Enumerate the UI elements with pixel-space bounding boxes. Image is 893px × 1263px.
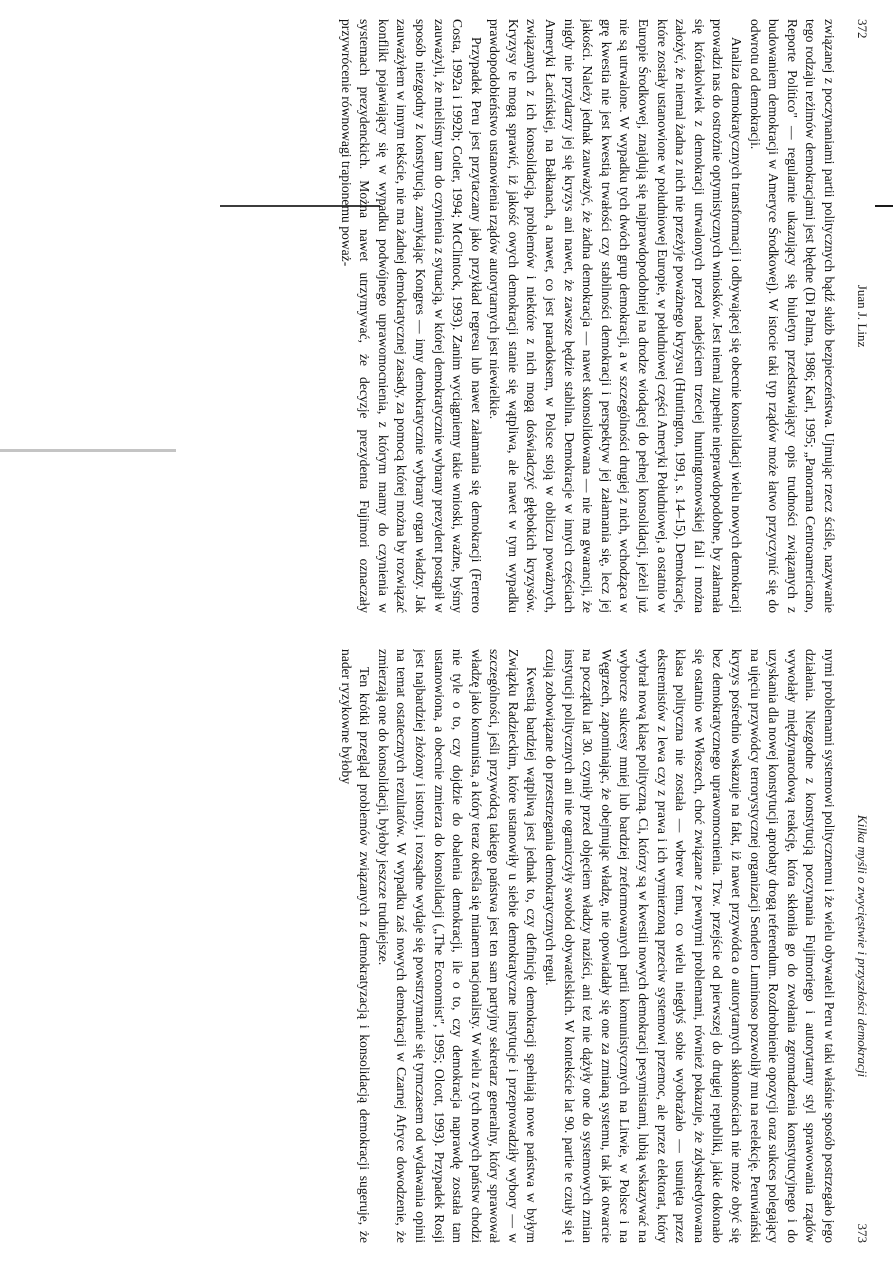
right-page-number: 373 <box>855 1223 870 1243</box>
left-running-head: Juan J. Linz <box>855 284 870 348</box>
book-spread <box>16 11 876 1251</box>
left-page-number: 372 <box>855 19 870 39</box>
right-page-body <box>16 649 838 1243</box>
left-page-header <box>850 19 870 613</box>
paragraph: Kwestią bardziej wątpliwą jest jednak to, czy definicję demokracji spełniają nowe państwa w byłym Związku Radzieckim, które ustanowiły u siebie demokratyczne instytucje i przeprowadziły wybory — w szczególności, jeśli przywódcą takiego państwa jest ten sam partyjny sekretarz generalny, który sprawował władzę jako komunista, a który teraz określa się mianem nacjonalisty. W wielu z tych nowych państw chodzi nie tyle o to, czy dojdzie do obalenia demokracji, ile o to, czy demokracja naprawdę została tam ustanowiona, a obecnie zmierza do konsolidacji („The Economist", 1995; Olcott, 1993). Przypadek Rosji jest najbardziej złożony i istotny, i rozsądne wydaje się powstrzymanie się tymczasem od wydawania opinii na temat ostatecznych rezultatów. W wypadku zaś nowych demokracji w Czarnej Afryce dowodzenie, że zmierzają one do konsolidacji, byłoby jeszcze trudniejsze. <box>375 649 540 1243</box>
paragraph: nymi problemami systemowi politycznemu i że wielu obywateli Peru w taki właśnie sposób postrzegało jego działania. Niezgodne z konstytucją poczynania Fujimoriego i autorytarny styl sprawowania rządów wywołały międzynarodową reakcję, która skłoniła go do zwołania zgromadzenia konstytucyjnego i do uzyskania dla nowej konstytucji aprobaty drogą referendum. Rozdrobnienie opozycji oraz sukces polegający na ujęciu przywódcy terrorystycznej organizacji Sendero Luminoso pozwoliły mu na reelekcję. Peruwiański kryzys pośrednio wskazuje na fakt, iż nawet przywódca o autorytarnych skłonnościach nie może obyć się bez demokratycznego uprawomocnienia. Tzw. przejście od pierwszej do drugiej republiki, jakie dokonało się ostatnio we Włoszech, choć związane z pewnymi problemami, również pokazuje, że zdyskredytowana klasa polityczna nie została — wbrew temu, co wielu niegdyś sobie wyobrażało — usunięta przez ekstremistów z lewa czy z prawa i ich wymierzoną przeciw systemowi przemoc, ale przez elektorat, który wybrał nową klasę polityczną. Ci, którzy są w kwestii nowych demokracji pesymistami, lubią wskazywać na wyborcze sukcesy mniej lub bardziej zreformowanych partii komunistycznych na Litwie, w Polsce i na Węgrzech, zapominając, że obejmując władzę, nie opowiadały się one za zmianą systemu, tak jak otwarcie na początku lat 30. czyniły przed objęciem władzy naziści, ani też nie dążyły one do systemowych zmian instytucji politycznych ani nie ograniczyły swobód obywatelskich. W kontekście lat 90. partie te czuły się i czują zobowiązane do przestrzegania demokratycznych reguł. <box>543 649 837 1243</box>
paragraph: związanej z poczynaniami partii politycznych bądź służb bezpieczeństwa. Ujmując rzecz ściśle, nazywanie tego rodzaju reżimów demokracjami jest błędne (Di Palma, 1986; Karl, 1995; „Panorama Centroamericano, Reporte Político" — regularnie ukazujący się biuletyn przedstawiający opis trudności związanych z budowaniem demokracji w Ameryce Środkowej). W istocie taki typ rządów może łatwo przyczynić się do odwrotu od demokracji. <box>747 19 837 613</box>
scan-artifact-mark <box>875 205 893 207</box>
gutter-shadow <box>0 449 176 452</box>
right-page <box>16 641 876 1251</box>
paragraph: Ten krótki przegląd problemów związanych z demokratyzacją i konsolidacją demokracji sugeruje, że nader ryzykowne byłoby <box>338 649 373 1243</box>
paragraph: Analiza demokratycznych transformacji i odbywającej się obecnie konsolidacji wielu nowych demokracji prowadzi nas do ostrożnie optymistycznych wniosków. Jest niemal zupełnie nieprawdopodobne, by załamała się którakolwiek z demokracji utrwalonych przed nadejściem trzeciej huntingtonowskiej fali i można założyć, że niemal żadna z nich nie przeżyje poważnego kryzysu (Huntington, 1991, s. 14–15). Demokracje, które zostały ustanowione w południowej Europie, w południowej części Ameryki Południowej, a ostatnio w Europie Środkowej, znajdują się najprawdopodobniej na drodze wiodącej do pełnej konsolidacji, jeżeli już nie są utrwalone. W wypadku tych dwóch grup demokracji, a w szczególności drugiej z nich, wchodząca w grę kwestia nie jest kwestią trwałości czy stabilności demokracji i perspektyw jej załamania się, lecz jej jakości. Należy jednak zauważyć, że żadna demokracja — nawet skonsolidowana — nie ma gwarancji, że nigdy nie przydarzy jej się kryzys ani nawet, że zawsze będzie stabilna. Demokracje w innych częściach Ameryki Łacińskiej, na Bałkanach, a nawet, co jest paradoksem, w Polsce stoją w obliczu poważnych, związanych z ich konsolidacją, problemów i niektóre z nich mogą doświadczyć głębokich kryzysów. Kryzysy te mogą sprawić, iż jakość owych demokracji stanie się wątpliwa, ale nawet w tym wypadku prawdopodobieństwo ustanowienia rządów autorytarnych jest niewielkie. <box>487 19 745 613</box>
left-page-body <box>16 19 838 613</box>
right-running-head: Kilka myśli o zwycięstwie i przyszłości demokracji <box>855 814 870 1078</box>
right-page-header <box>850 649 870 1243</box>
paragraph: Przypadek Peru jest przytaczany jako przykład regresu lub nawet załamania się demokracji (Ferrero Costa, 1992a i 1992b; Cotler, 1994; McClintock, 1993). Zanim wyciągniemy takie wnioski, ważne, byśmy zauważyli, że mieliśmy tam do czynienia z sytuacją, w której demokratycznie wybrany prezydent postąpił w sposób niezgodny z konstytucją, zamykając Kongres — inny demokratycznie wybrany organ władzy. Jak zauważyłem w innym tekście, nie ma żadnej demokratycznej zasady, za pomocą której można by rozwiązać konflikt pojawiający się w wypadku podwójnego uprawomocnienia, z którym mamy do czynienia w systemach prezydenckich. Można nawet utrzymywać, że decyzje prezydenta Fujimori oznaczały przywrócenie równowagi trapionemu poważ- <box>338 19 484 613</box>
left-page <box>16 11 876 621</box>
